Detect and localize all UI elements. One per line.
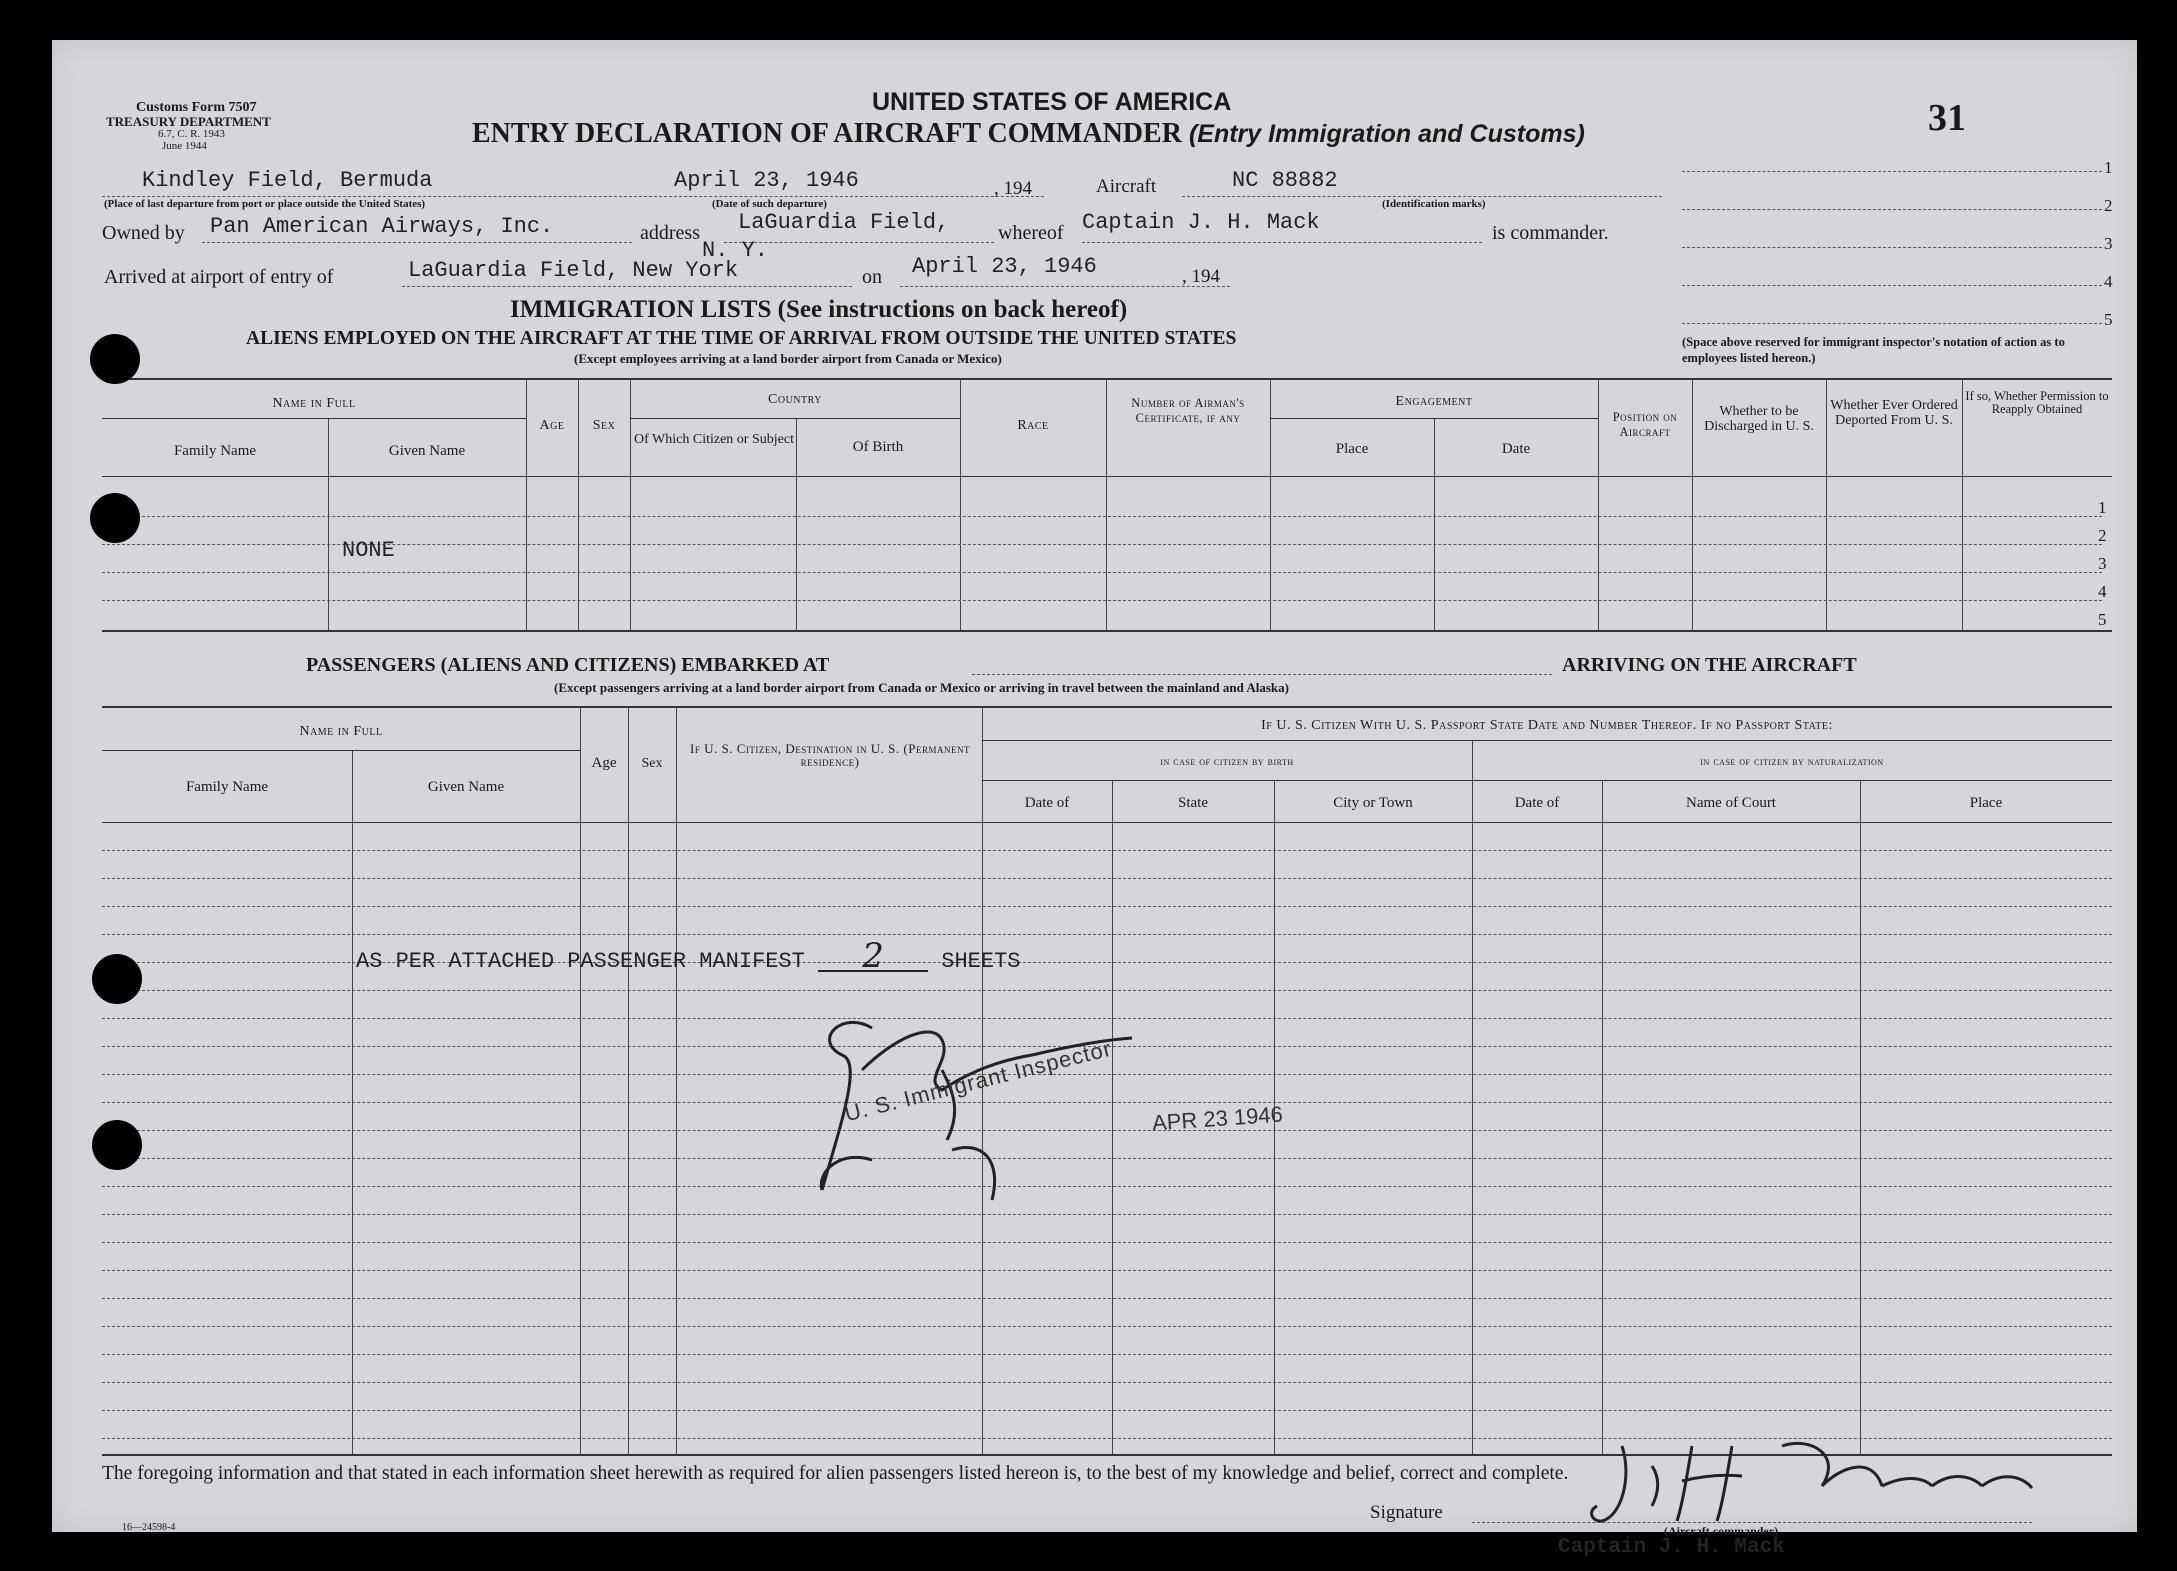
inspector-stamp: U. S. Immigrant Inspector: [842, 1035, 1115, 1127]
pass-col-passport: If U. S. Citizen With U. S. Passport State Date and Number Thereof. If no Passport State:: [1261, 718, 1833, 733]
form-regulation: 6.7, C. R. 1943: [158, 128, 225, 140]
alien-col-race: Race: [1017, 418, 1049, 433]
aircraft-marks-caption: (Identification marks): [1382, 198, 1486, 210]
alien-row-5: 5: [2098, 610, 2107, 629]
pass-col-name: Name in Full: [299, 724, 383, 739]
owner: Pan American Airways, Inc.: [210, 214, 554, 239]
binder-hole: [90, 334, 140, 384]
manifest-text: [356, 936, 1021, 976]
arrival-date: April 23, 1946: [912, 254, 1097, 279]
alien-col-sex: Sex: [592, 418, 616, 433]
commander-typed: Captain J. H. Mack: [1558, 1536, 1785, 1559]
arrival-year: , 194: [1182, 266, 1220, 287]
arrival-on-label: on: [862, 266, 882, 288]
is-commander-label: is commander.: [1492, 222, 1609, 244]
passenger-row-line: [102, 1354, 2112, 1355]
departure-year: , 194: [994, 178, 1032, 199]
alien-col-age: Age: [539, 418, 565, 433]
alien-col-position: Position on Aircraft: [1612, 410, 1678, 439]
binder-hole: [92, 954, 142, 1004]
country-title: UNITED STATES OF AMERICA: [872, 88, 1232, 116]
alien-col-deported: Whether Ever Ordered Deported From U. S.: [1830, 398, 1958, 428]
alien-col-date: Date: [1501, 441, 1531, 457]
alien-col-citizen: Of Which Citizen or Subject: [634, 432, 794, 447]
whereof-label: whereof: [998, 222, 1064, 244]
alien-col-certificate: Number of Airman's Certificate, if any: [1131, 396, 1245, 425]
binder-hole: [90, 493, 140, 543]
alien-col-place: Place: [1335, 441, 1369, 457]
passenger-row-line: [102, 990, 2112, 991]
form-sheet: [52, 40, 2137, 1559]
signature-label: Signature: [1370, 1502, 1443, 1523]
reserved-line-5: 5: [2104, 310, 2113, 329]
commander-name: Captain J. H. Mack: [1082, 210, 1320, 235]
passenger-row-line: [102, 1382, 2112, 1383]
pass-col-date-birth: Date of: [1024, 795, 1070, 811]
commander-signature: [1582, 1426, 2042, 1536]
print-code: 16—24598-4: [122, 1522, 176, 1533]
alien-row-3: 3: [2098, 554, 2107, 573]
passenger-row-line: [102, 878, 2112, 879]
passenger-row-line: [102, 934, 2112, 935]
alien-col-family: Family Name: [173, 443, 257, 459]
pass-col-date-naturalization: Date of: [1514, 795, 1560, 811]
arrival-airport: LaGuardia Field, New York: [408, 258, 739, 283]
alien-col-birth: Of Birth: [852, 439, 904, 455]
arrival-state: N. Y.: [702, 238, 769, 263]
form-title-main: ENTRY DECLARATION OF AIRCRAFT COMMANDER: [472, 118, 1182, 149]
form-date: June 1944: [162, 140, 207, 152]
aircraft-marks: NC 88882: [1232, 168, 1338, 193]
manifest-text-a: AS PER ATTACHED PASSENGER MANIFEST: [356, 949, 805, 974]
alien-entry: NONE: [342, 538, 395, 563]
owned-by-label: Owned by: [102, 222, 185, 244]
alien-col-country: Country: [768, 392, 822, 407]
immigration-subtitle: ALIENS EMPLOYED ON THE AIRCRAFT AT THE TIME OF ARRIVAL FROM OUTSIDE THE UNITED STATES: [246, 328, 1237, 349]
departure-place: Kindley Field, Bermuda: [142, 168, 433, 193]
alien-col-name: Name in Full: [272, 396, 356, 411]
reserved-line-3: 3: [2104, 234, 2113, 253]
reserved-line-4: 4: [2104, 272, 2113, 291]
passengers-title: PASSENGERS (ALIENS AND CITIZENS) EMBARKED AT: [306, 654, 830, 676]
stamp-date: APR 23 1946: [1151, 1101, 1284, 1136]
alien-row-4: 4: [2098, 582, 2107, 601]
alien-row-2: 2: [2098, 526, 2107, 545]
alien-col-discharged: Whether to be Discharged in U. S.: [1704, 404, 1814, 434]
alien-col-given: Given Name: [388, 443, 466, 459]
passenger-row-line: [102, 1410, 2112, 1411]
pass-col-court: Name of Court: [1686, 795, 1776, 811]
aircraft-label: Aircraft: [1096, 176, 1157, 197]
passenger-row-line: [102, 906, 2112, 907]
pass-col-sex: Sex: [641, 756, 663, 771]
passenger-row-line: [102, 850, 2112, 851]
page-number: 31: [1928, 97, 1966, 139]
form-number: Customs Form 7507: [136, 100, 257, 115]
pass-col-place: Place: [1969, 795, 2003, 811]
immigration-note: (Except employees arriving at a land border airport from Canada or Mexico): [574, 351, 1002, 366]
certification-text: The foregoing information and that stated in each information sheet herewith as required for alien passengers listed hereon is, to the best of my knowledge and belief, correct and complete.: [102, 1463, 1569, 1484]
manifest-text-b: SHEETS: [941, 949, 1021, 974]
arrived-label: Arrived at airport of entry of: [104, 266, 334, 288]
address-label: address: [640, 222, 700, 244]
passengers-title-right: ARRIVING ON THE AIRCRAFT: [1562, 654, 1857, 676]
alien-col-permission: If so, Whether Permission to Reapply Obtained: [1965, 389, 2109, 416]
passenger-row-line: [102, 1298, 2112, 1299]
reserved-note: (Space above reserved for immigrant inspector's notation of action as to employees listed hereon.): [1682, 335, 2065, 365]
passenger-row-line: [102, 1270, 2112, 1271]
pass-col-destination: If U. S. Citizen, Destination in U. S. (Permanent residence): [690, 741, 970, 769]
manifest-count: 2: [818, 942, 928, 972]
pass-col-age: Age: [591, 755, 617, 771]
reserved-line-2: 2: [2104, 196, 2113, 215]
signature-caption: (Aircraft commander): [1664, 1524, 1779, 1538]
passenger-row-line: [102, 1242, 2112, 1243]
departure-date-caption: (Date of such departure): [712, 198, 827, 210]
immigration-title: IMMIGRATION LISTS (See instructions on back hereof): [510, 296, 1128, 323]
pass-col-family: Family Name: [185, 779, 269, 795]
pass-col-city: City or Town: [1333, 795, 1413, 811]
departure-place-caption: (Place of last departure from port or place outside the United States): [104, 198, 426, 210]
passenger-row-line: [102, 1326, 2112, 1327]
pass-col-state: State: [1178, 795, 1208, 811]
departure-date: April 23, 1946: [674, 168, 859, 193]
pass-col-by-naturalization: in case of citizen by naturalization: [1700, 754, 1884, 768]
reserved-line-1: 1: [2104, 158, 2113, 177]
form-title-sub: (Entry Immigration and Customs): [1188, 120, 1585, 148]
alien-row-1: 1: [2098, 498, 2107, 517]
owner-address: LaGuardia Field,: [738, 210, 950, 235]
binder-hole: [92, 1120, 142, 1170]
passengers-note: (Except passengers arriving at a land border airport from Canada or Mexico or arriving in travel between the mainland and Alaska): [554, 680, 1289, 695]
form-department: TREASURY DEPARTMENT: [106, 114, 271, 129]
form-title: [472, 118, 1585, 150]
pass-col-given: Given Name: [427, 779, 505, 795]
pass-col-by-birth: in case of citizen by birth: [1160, 754, 1294, 768]
alien-col-engagement: Engagement: [1395, 394, 1473, 409]
